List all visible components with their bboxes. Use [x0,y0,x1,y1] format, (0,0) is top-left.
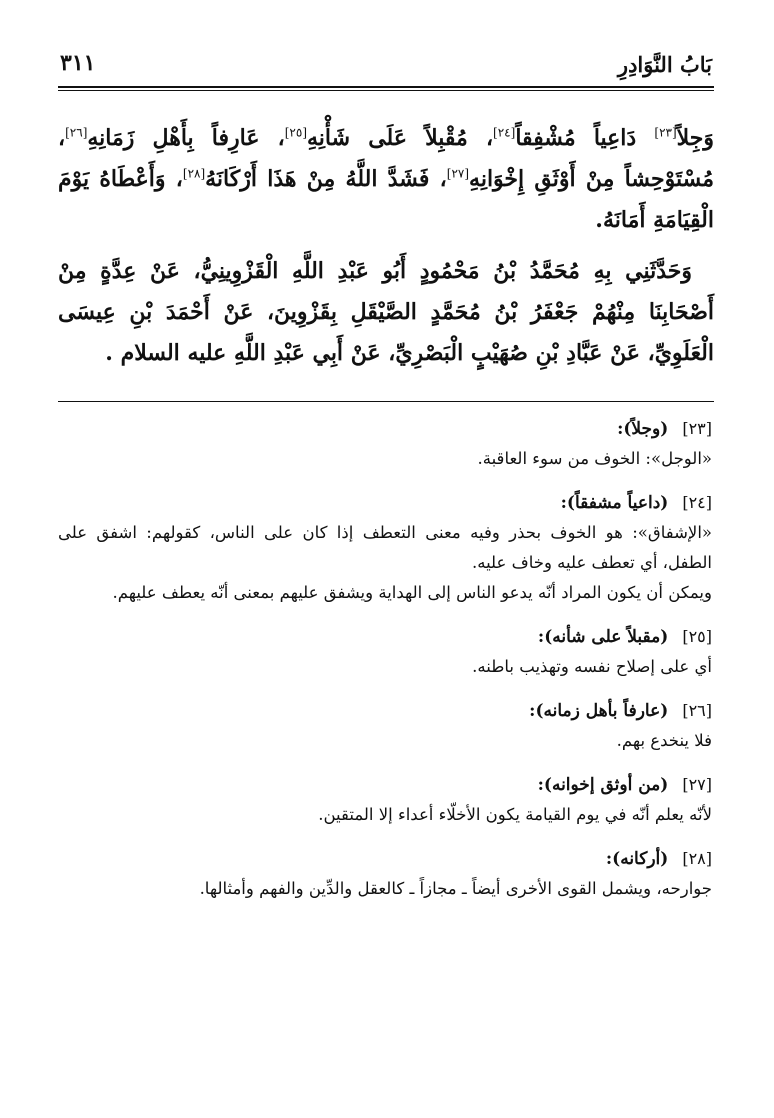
footnote-25 [58,622,712,682]
footnote-text: لأنّه يعلم أنّه في يوم القيامة يكون الأخلّاء أعداء إلا المتقين. [318,805,712,824]
main-paragraph-1: وَجِلاً[٢٣] دَاعِياً مُشْفِقاً[٢٤]، مُقْبِلاً عَلَى شَأْنِهِ[٢٥]، عَارِفاً بِأَهْلِ زَمَانِهِ[٢٦]، مُسْتَوْحِشاً مِنْ أَوْثَقِ إِخْوَانِهِ[٢٧]، فَشَدَّ اللَّهُ مِنْ هَذَا أَرْكَانَهُ[٢٨]، وَأَعْطَاهُ يَوْمَ الْقِيَامَةِ أَمَانَهُ. [58,125,715,233]
footnote-title: (وجلاً): [617,419,669,439]
footnote-26 [58,696,712,756]
footnote-number: [٢٨] [682,849,712,868]
footnote-23 [58,414,712,474]
footnote-28 [58,844,712,904]
footnote-text: «الوجل»: الخوف من سوء العاقبة. [477,449,712,468]
page-header-title: بَابُ النَّوَادِرِ [617,52,712,77]
main-text [58,118,714,384]
footnote-text: «الإشفاق»: هو الخوف بحذر وفيه معنى التعطف إذا كان على الناس، كقولهم: اشفق على الطفل، أي تعطف عليه وخاف عليه. [58,523,712,572]
footnote-ref-25[interactable]: [٢٥] [284,125,307,140]
footnote-number: [٢٦] [682,701,712,720]
section-rule [58,401,714,402]
footnote-title: (مقبلاً على شأنه): [537,627,669,647]
footnote-ref-23[interactable]: [٢٣] [654,125,677,140]
footnote-text: أي على إصلاح نفسه وتهذيب باطنه. [472,657,712,676]
footnote-number: [٢٣] [682,419,712,438]
footnote-ref-26[interactable]: [٢٦] [65,125,88,140]
footnotes [58,414,712,918]
footnote-text: جوارحه، ويشمل القوى الأخرى أيضاً ـ مجازاً ـ كالعقل والدِّين والفهم وأمثالها. [199,879,712,898]
footnote-text: ويمكن أن يكون المراد أنّه يدعو الناس إلى الهداية ويشفق عليهم بمعنى أنّه يعطف عليهم. [112,583,712,602]
footnote-title: (من أوثق إخوانه): [537,775,669,795]
footnote-27 [58,770,712,830]
page-number: ٣١١ [60,50,96,76]
footnote-title: (أركانه): [605,849,669,869]
header-rule [58,86,714,91]
footnote-title: (داعياً مشفقاً): [560,493,669,513]
footnote-number: [٢٥] [682,627,712,646]
footnote-ref-28[interactable]: [٢٨] [182,166,206,181]
footnote-number: [٢٤] [682,493,712,512]
main-paragraph-2: وَحَدَّثَنِي بِهِ مُحَمَّدُ بْنُ مَحْمُودٍ أَبُو عَبْدِ اللَّهِ الْقَزْوِينِيُّ، عَنْ عِدَّةٍ مِنْ أَصْحَابِنَا مِنْهُمْ جَعْفَرُ بْنُ مُحَمَّدٍ الصَّيْقَلِ بِقَزْوِينَ، عَنْ أَحْمَدَ بْنِ عِيسَى الْعَلَوِيِّ، عَنْ عَبَّادِ بْنِ صُهَيْبٍ الْبَصْرِيِّ، عَنْ أَبِي عَبْدِ اللَّهِ عليه السلام . [58,258,714,366]
footnote-title: (عارفاً بأهل زمانه): [529,701,669,721]
footnote-ref-24[interactable]: [٢٤] [493,125,516,140]
footnote-ref-27[interactable]: [٢٧] [446,166,470,181]
footnote-text: فلا ينخدع بهم. [616,731,712,750]
footnote-24 [58,488,712,608]
footnote-number: [٢٧] [682,775,712,794]
